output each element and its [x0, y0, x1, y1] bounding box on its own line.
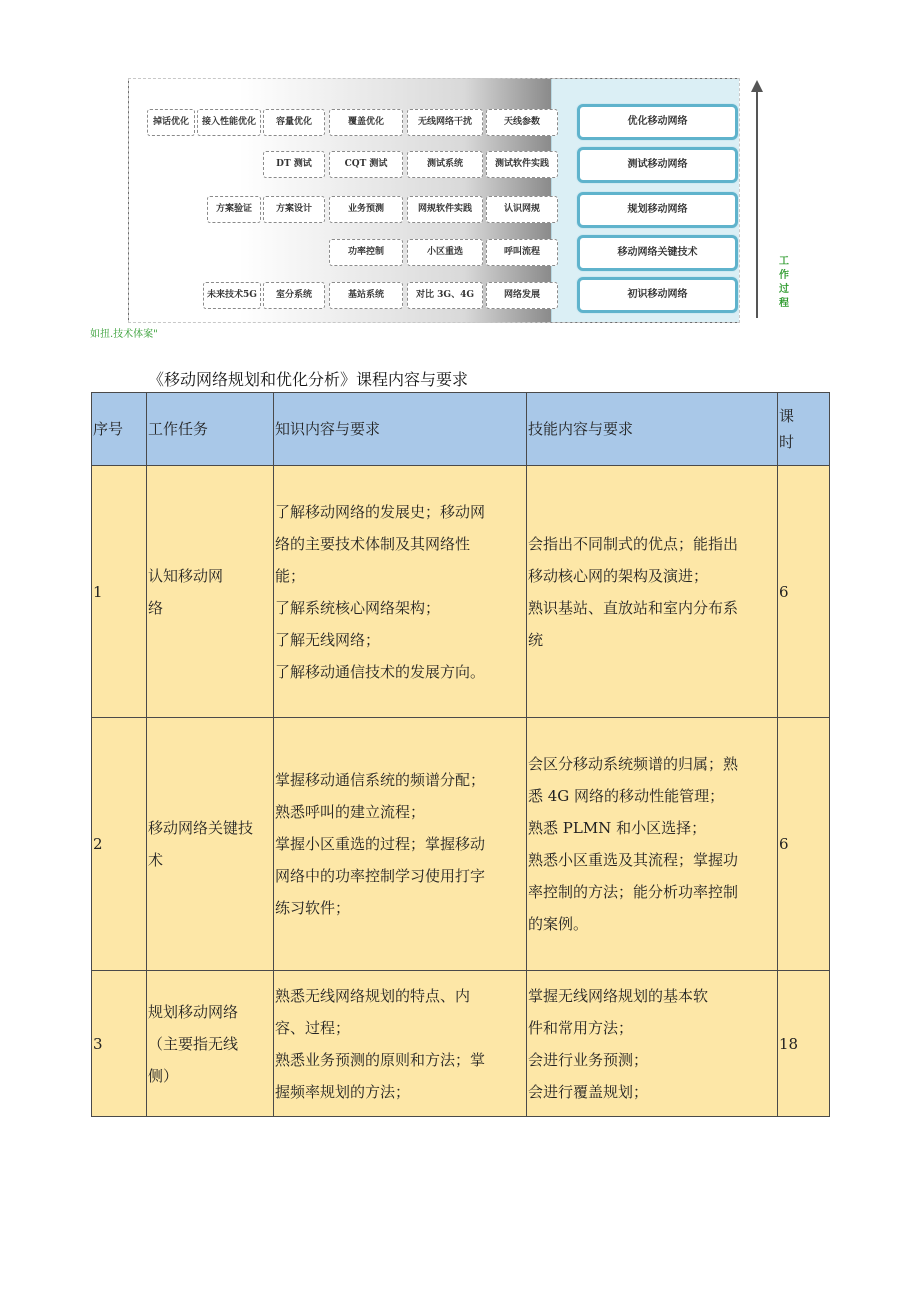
header-hours-line: 时 — [779, 433, 795, 451]
cell-line: 悉 4G 网络的移动性能管理； — [528, 787, 725, 805]
diagram-box: 基站系统 — [329, 282, 403, 309]
cell-knowledge — [274, 718, 527, 971]
cell-line: 了解系统核心网络架构； — [275, 598, 441, 617]
cell-hours: 6 — [778, 466, 830, 718]
table-row — [92, 718, 830, 971]
table-row — [92, 466, 830, 718]
diagram-box: 方案设计 — [263, 196, 325, 223]
cell-line: 络的主要技术体制及其网络性 — [275, 534, 471, 553]
cell-line: 容、过程； — [275, 1018, 351, 1037]
diagram-target: 测试移动网络 — [577, 147, 738, 183]
diagram-box: 对比 3G、4G — [407, 282, 483, 309]
cell-line: 率控制的方法；能分析功率控制 — [528, 883, 739, 901]
cell-line: 会指出不同制式的优点；能指出 — [528, 534, 739, 553]
diagram-box: 未来技术5G — [203, 282, 261, 309]
header-knowledge: 知识内容与要求 — [274, 393, 527, 466]
cell-hours: 6 — [778, 718, 830, 971]
header-hours — [778, 393, 830, 466]
cell-line: 件和常用方法； — [528, 1018, 634, 1037]
cell-skills — [527, 718, 778, 971]
header-task: 工作任务 — [147, 393, 274, 466]
cell-knowledge — [274, 466, 527, 718]
cell-line: 熟悉无线网络规划的特点、内 — [275, 986, 471, 1005]
cell-line: 能； — [275, 566, 306, 585]
diagram-box: 掉话优化 — [147, 109, 195, 136]
cell-line: 侧） — [148, 1066, 179, 1085]
diagram-box: 功率控制 — [329, 239, 403, 266]
table-header-row — [92, 393, 830, 466]
diagram-box: 小区重选 — [407, 239, 483, 266]
axis-label-char: 过 — [779, 284, 789, 295]
axis-line — [756, 90, 758, 318]
diagram-box: 网规软件实践 — [407, 196, 483, 223]
cell-index: 2 — [92, 718, 147, 971]
axis-label-char: 程 — [779, 298, 789, 309]
cell-line: 熟悉小区重选及其流程；掌握功 — [528, 851, 739, 869]
cell-index: 3 — [92, 971, 147, 1117]
diagram-box: 呼叫流程 — [486, 239, 558, 266]
work-process-diagram — [128, 78, 740, 323]
header-hours-line: 课 — [779, 407, 795, 425]
table-row — [92, 971, 830, 1117]
cell-line: 统 — [528, 630, 544, 649]
diagram-target: 移动网络关键技术 — [577, 235, 738, 271]
cell-line: 络 — [148, 598, 164, 617]
cell-line: 熟悉 PLMN 和小区选择； — [528, 819, 707, 837]
cell-knowledge — [274, 971, 527, 1117]
cell-line: 会进行覆盖规划； — [528, 1082, 649, 1101]
diagram-box: 覆盖优化 — [329, 109, 403, 136]
cell-line: 掌握无线网络规划的基本软 — [528, 986, 709, 1005]
cell-line: 了解移动网络的发展史；移动网 — [275, 502, 486, 521]
diagram-box: 方案验证 — [207, 196, 261, 223]
diagram-caption: 如扭.技术体案" — [90, 329, 158, 340]
cell-line: 会进行业务预测； — [528, 1050, 649, 1069]
cell-line: （主要指无线 — [148, 1034, 239, 1053]
cell-line: 熟悉呼叫的建立流程； — [275, 803, 426, 821]
diagram-target: 初识移动网络 — [577, 277, 738, 313]
diagram-box: CQT 测试 — [329, 151, 403, 178]
cell-line: 会区分移动系统频谱的归属；熟 — [528, 755, 739, 773]
cell-line: 认知移动网 — [148, 566, 224, 585]
cell-line: 熟悉业务预测的原则和方法；掌 — [275, 1050, 486, 1069]
cell-skills — [527, 466, 778, 718]
cell-task — [147, 466, 274, 718]
diagram-box: 认识网规 — [486, 196, 558, 223]
header-index: 序号 — [92, 393, 147, 466]
diagram-box: 业务预测 — [329, 196, 403, 223]
cell-line: 规划移动网络 — [148, 1002, 239, 1021]
cell-hours: 18 — [778, 971, 830, 1117]
cell-line: 熟识基站、直放站和室内分布系 — [528, 598, 739, 617]
table-title: 《移动网络规划和优化分析》课程内容与要求 — [148, 370, 469, 389]
diagram-box: DT 测试 — [263, 151, 325, 178]
cell-line: 术 — [148, 851, 164, 869]
cell-line: 的案例。 — [528, 915, 589, 933]
cell-line: 了解移动通信技术的发展方向。 — [275, 662, 486, 681]
diagram-box: 测试系统 — [407, 151, 483, 178]
cell-line: 掌握移动通信系统的频谱分配； — [275, 771, 486, 789]
diagram-box: 网络发展 — [486, 282, 558, 309]
cell-index: 1 — [92, 466, 147, 718]
cell-line: 了解无线网络； — [275, 630, 381, 649]
cell-task — [147, 971, 274, 1117]
diagram-box: 无线网络干扰 — [407, 109, 483, 136]
axis-label — [777, 255, 791, 311]
diagram-box: 室分系统 — [263, 282, 325, 309]
diagram-box: 测试软件实践 — [486, 151, 558, 178]
cell-task — [147, 718, 274, 971]
header-skills: 技能内容与要求 — [527, 393, 778, 466]
diagram-box: 接入性能优化 — [197, 109, 261, 136]
course-table — [91, 392, 830, 1117]
diagram-box: 容量优化 — [263, 109, 325, 136]
cell-line: 移动核心网的架构及演进； — [528, 566, 709, 585]
axis-label-char: 工 — [779, 256, 789, 267]
axis-label-char: 作 — [779, 270, 789, 281]
cell-line: 网络中的功率控制学习使用打字 — [275, 867, 486, 885]
cell-line: 移动网络关键技 — [148, 819, 254, 837]
diagram-target: 优化移动网络 — [577, 104, 738, 140]
diagram-target: 规划移动网络 — [577, 192, 738, 228]
cell-skills — [527, 971, 778, 1117]
cell-line: 掌握小区重选的过程；掌握移动 — [275, 835, 486, 853]
cell-line: 练习软件； — [275, 899, 351, 917]
diagram-box: 天线参数 — [486, 109, 558, 136]
cell-line: 握频率规划的方法； — [275, 1082, 411, 1101]
